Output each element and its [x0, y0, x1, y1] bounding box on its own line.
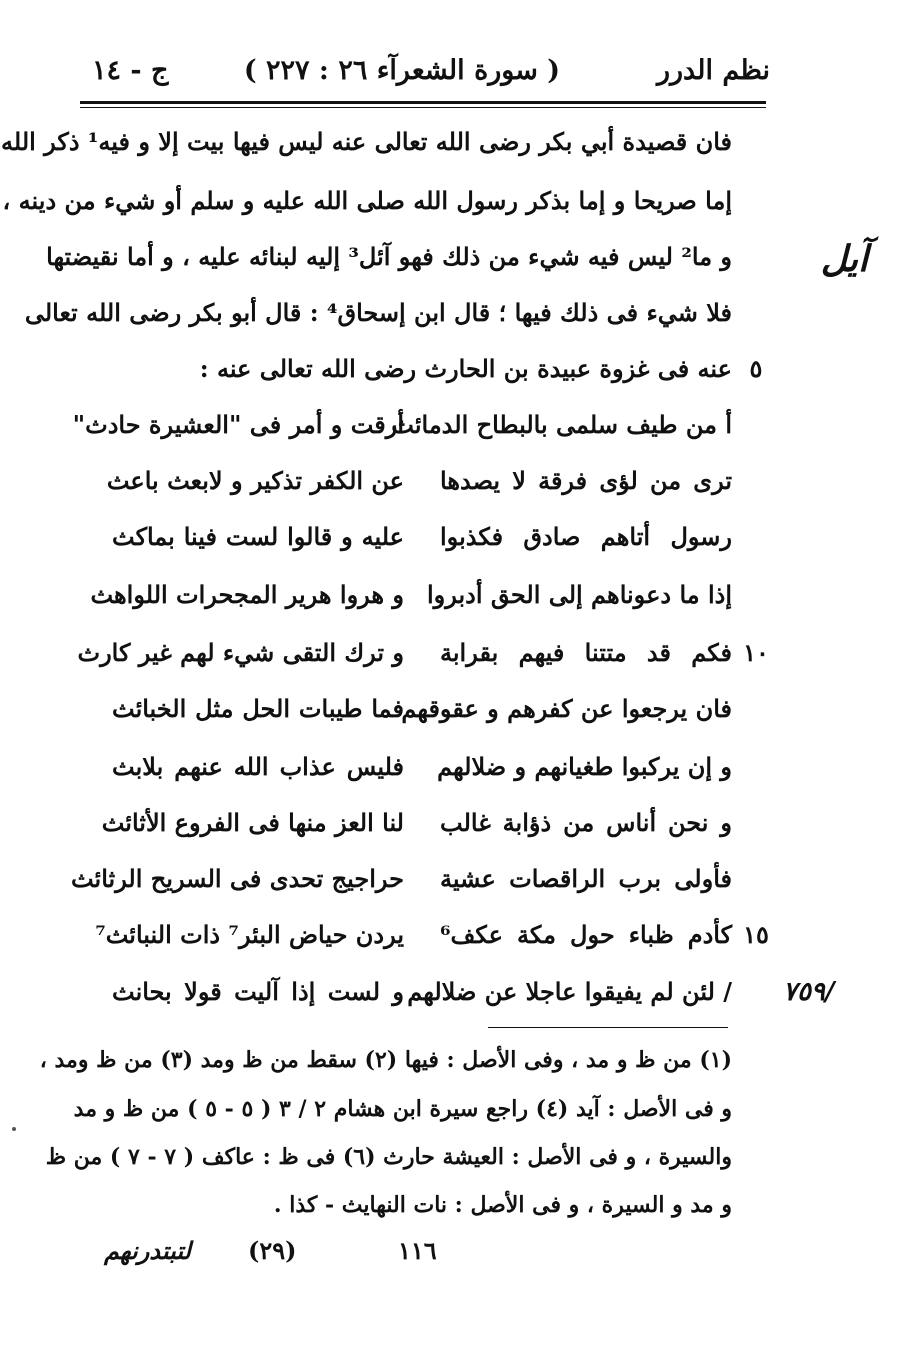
verse-first-hemistich: فكم قد متتنا فيهم بقرابة	[440, 638, 732, 667]
verse-first-hemistich: فان يرجعوا عن كفرهم و عقوقهم	[401, 694, 732, 723]
verse-first-hemistich: / لئن لم يفيقوا عاجلا عن ضلالهم	[407, 977, 732, 1006]
catchword: لتبتدرنهم	[104, 1236, 191, 1265]
verse-first-hemistich: و إن يركبوا طغيانهم و ضلالهم	[437, 752, 732, 781]
verse-first-hemistich: فأولى برب الراقصات عشية	[440, 864, 732, 893]
verse-second-hemistich: عن الكفر تذكير و لابعث باعث	[106, 466, 404, 495]
verse-row	[112, 522, 732, 562]
paper-speck	[12, 1127, 16, 1131]
verse-row	[112, 977, 732, 1017]
line-number: ٥	[749, 354, 763, 383]
verse-first-hemistich: رسول أتاهم صادق فكذبوا	[440, 522, 732, 551]
header-rule-thick	[80, 101, 766, 104]
verse-second-hemistich: فليس عذاب الله عنهم بلابث	[112, 752, 404, 781]
prose-line: و ما² ليس فيه شيء من ذلك فهو آئل³ إليه لبنائه عليه ، و أما نقيضتها	[46, 242, 732, 271]
verse-second-hemistich: فما طيبات الحل مثل الخبائث	[112, 694, 404, 723]
prose-line: عنه فى غزوة عبيدة بن الحارث رضى الله تعالى عنه :	[199, 354, 732, 383]
signature-mark: (٢٩)	[248, 1236, 297, 1265]
header-rule-thin	[80, 107, 766, 108]
margin-note: آيل	[820, 238, 868, 280]
prose-line: فان قصيدة أبي بكر رضى الله تعالى عنه ليس فيها بيت إلا و فيه¹ ذكر الله	[1, 127, 732, 156]
verse-first-hemistich: أ من طيف سلمى بالبطاح الدمائث	[391, 410, 732, 439]
verse-row	[112, 752, 732, 792]
verse-second-hemistich: و ترك التقى شيء لهم غير كارث	[77, 638, 404, 667]
verse-row	[72, 410, 732, 450]
verse-second-hemistich: عليه و قالوا لست فينا بماكث	[112, 522, 404, 551]
surah-reference: ( سورة الشعرآء ٢٦ : ٢٢٧ )	[243, 55, 560, 86]
verse-first-hemistich: و نحن أناس من ذؤابة غالب	[440, 808, 732, 837]
folio-marker: ٧٥٩/	[783, 977, 835, 1007]
footnote-rule	[488, 1027, 728, 1028]
verse-second-hemistich: لنا العز منها فى الفروع الأثائث	[101, 808, 404, 837]
page-number: ١١٦	[398, 1236, 437, 1265]
verse-row	[90, 580, 732, 620]
verse-row	[106, 466, 732, 506]
verse-row	[77, 638, 732, 678]
verse-first-hemistich: إذا ما دعوناهم إلى الحق أدبروا	[426, 580, 732, 609]
verse-second-hemistich: و لست إذا آليت قولا بحانث	[112, 977, 404, 1006]
verse-row	[70, 864, 732, 904]
footnote-line: والسيرة ، و فى الأصل : العيشة حارث (٦) فى ظ : عاكف ( ٧ - ٧ ) من ظ	[45, 1144, 732, 1170]
verse-row	[95, 920, 732, 960]
running-title: نظم الدرر	[656, 55, 770, 86]
verse-first-hemistich: كأدم ظباء حول مكة عكف⁶	[440, 920, 732, 949]
volume-number: ج - ١٤	[92, 55, 169, 86]
verse-second-hemistich: حراجيج تحدى فى السريح الرثائث	[70, 864, 404, 893]
verse-row	[101, 808, 732, 848]
footnote-line: و فى الأصل : آيد (٤) راجع سيرة ابن هشام ٢ / ٣ ( ٥ - ٥ ) من ظ و مد	[73, 1096, 732, 1122]
verse-second-hemistich: أرقت و أمر فى "العشيرة حادث"	[72, 410, 404, 439]
footnote-line: (١) من ظ و مد ، وفى الأصل : فيها (٢) سقط من ظ ومد (٣) من ظ ومد ،	[39, 1047, 732, 1073]
prose-line: إما صريحا و إما بذكر رسول الله صلى الله عليه و سلم أو شيء من دينه ،	[2, 186, 732, 215]
verse-second-hemistich: يردن حياض البئر⁷ ذات النبائث⁷	[95, 920, 404, 949]
verse-row	[112, 694, 732, 734]
line-number: ١٠	[743, 638, 769, 667]
prose-line: فلا شيء فى ذلك فيها ؛ قال ابن إسحاق⁴ : قال أبو بكر رضى الله تعالى	[24, 298, 732, 327]
line-number: ١٥	[743, 920, 769, 949]
verse-first-hemistich: ترى من لؤى فرقة لا يصدها	[440, 466, 732, 495]
verse-second-hemistich: و هروا هرير المجحرات اللواهث	[90, 580, 404, 609]
footnote-line: و مد و السيرة ، و فى الأصل : نات النهايث - كذا .	[273, 1192, 732, 1218]
